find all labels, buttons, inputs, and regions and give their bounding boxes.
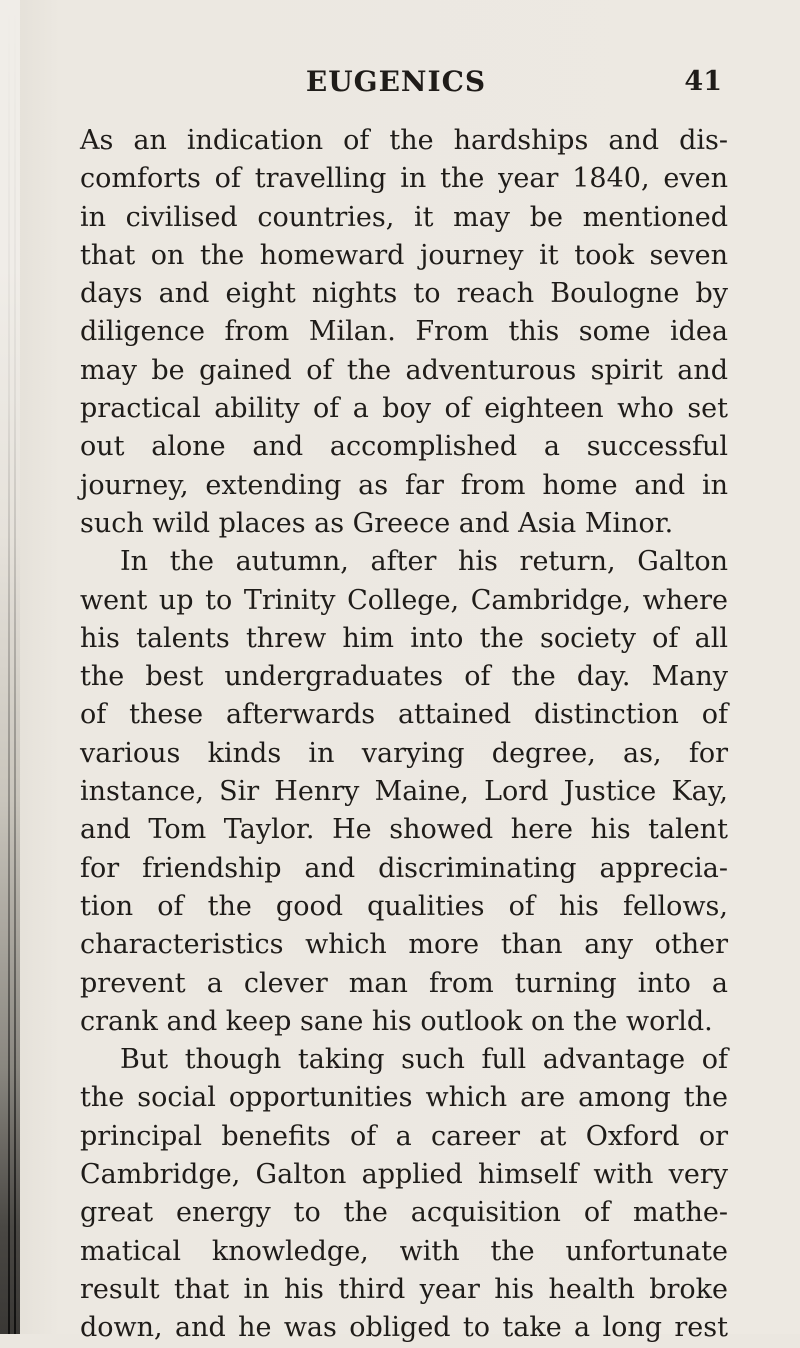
gutter-edge [14,0,16,1334]
text-line: the best undergraduates of the day. Many [80,661,728,693]
text-line: down, and he was obliged to take a long rest [80,1312,728,1344]
text-line: that on the homeward journey it took seven [80,239,728,271]
text-line: in civilised countries, it may be mentioned [80,201,728,233]
text-line: prevent a clever man from turning into a [80,967,728,999]
text-line: journey, extending as far from home and in [80,469,728,501]
text-line: and Tom Taylor. He showed here his talent [80,814,728,846]
page-gutter-shadow [0,0,20,1334]
text-line: characteristics which more than any other [80,929,728,961]
text-line: for friendship and discriminating apprecia- [80,852,728,884]
text-line: days and eight nights to reach Boulogne by [80,278,728,310]
text-line: his talents threw him into the society of all [80,622,728,654]
text-line: practical ability of a boy of eighteen who set [80,393,728,425]
text-line: In the autumn, after his return, Galton [120,546,728,578]
text-line: various kinds in varying degree, as, for [80,737,728,769]
text-line: out alone and accomplished a successful [80,431,728,463]
text-line: comforts of travelling in the year 1840, even [80,163,728,195]
text-line: As an indication of the hardships and dis- [80,125,728,156]
text-line: such wild places as Greece and Asia Minor. [80,507,674,539]
text-line: principal benefits of a career at Oxford or [80,1120,728,1152]
text-line: may be gained of the adventurous spirit and [80,354,728,386]
text-line: great energy to the acquisition of mathe- [80,1197,728,1229]
text-line: of these afterwards attained distinction of [80,699,728,731]
text-line: instance, Sir Henry Maine, Lord Justice Kay, [80,776,728,808]
text-line: matical knowledge, with the unfortunate [80,1235,728,1267]
text-line: tion of the good qualities of his fellows, [80,890,728,922]
running-title: EUGENICS [305,65,487,98]
page-number: 41 [684,66,722,97]
text-line: diligence from Milan. From this some idea [80,316,728,348]
text-line: Cambridge, Galton applied himself with very [80,1159,728,1191]
text-line: But though taking such full advantage of [120,1044,728,1076]
text-line: went up to Trinity College, Cambridge, where [80,584,728,616]
text-line: result that in his third year his health broke [80,1273,728,1305]
page-header [80,60,722,104]
body-text [80,122,728,1348]
text-line: the social opportunities which are among the [80,1082,728,1114]
gutter-edge [8,0,10,1334]
text-line: crank and keep sane his outlook on the world. [80,1005,713,1037]
